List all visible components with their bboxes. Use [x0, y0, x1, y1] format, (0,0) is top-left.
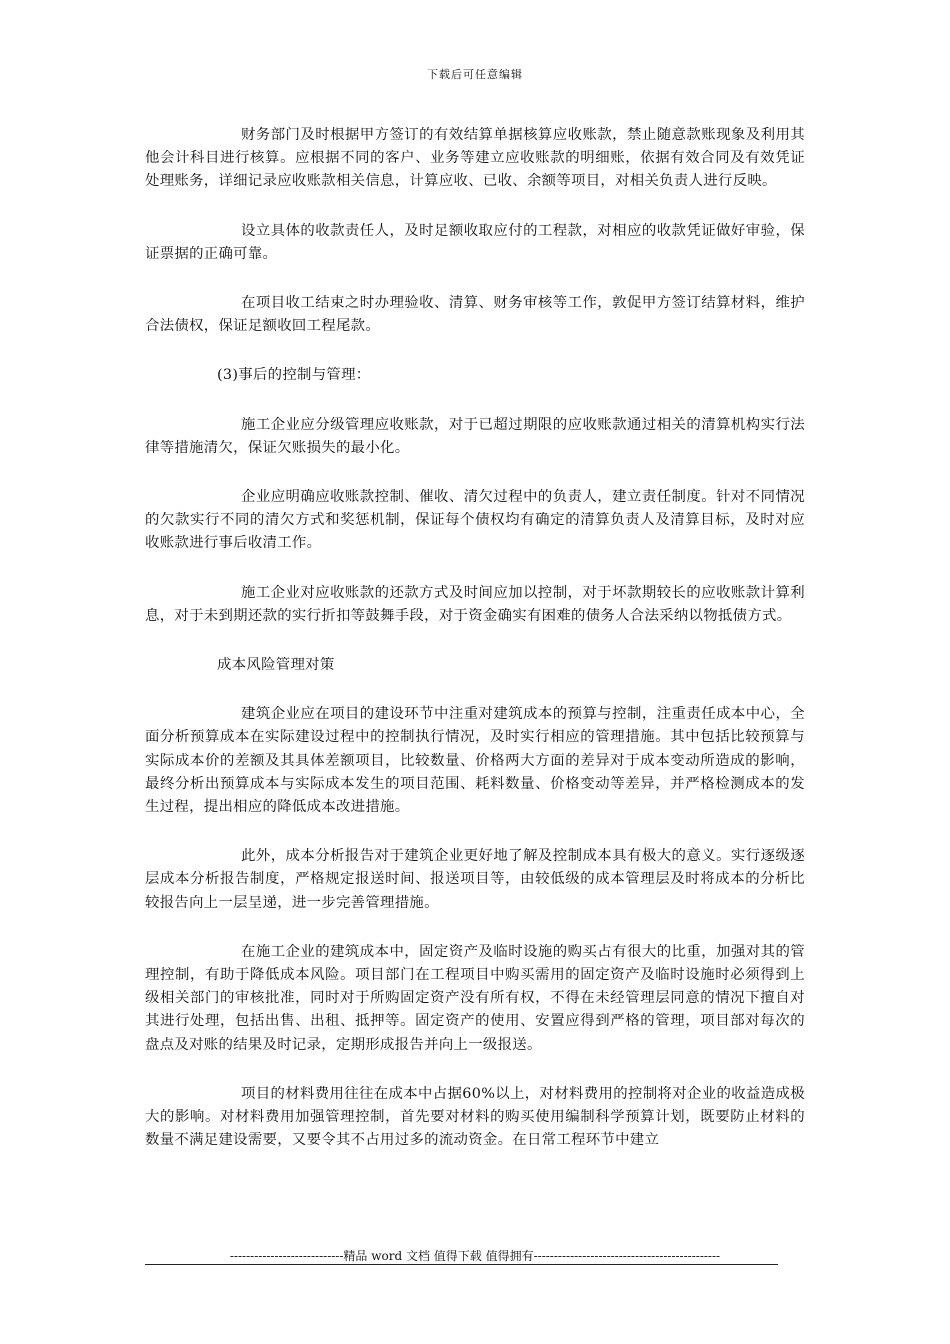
paragraph: 此外，成本分析报告对于建筑企业更好地了解及控制成本具有极大的意义。实行逐级逐层成本分析报告制度，严格规定报送时间、报送项目等，由较低级的成本管理层及时将成本的分析比较报告向上一层呈递，进一步完善管理措施。	[145, 848, 805, 911]
section-heading: (3)事后的控制与管理：	[217, 367, 371, 384]
paragraph: 企业应明确应收账款控制、催收、清欠过程中的负责人，建立责任制度。针对不同情况的欠款实行不同的清欠方式和奖惩机制，保证每个债权均有确定的清算负责人及清算目标，及时对应收账款进行事后收清工作。	[145, 489, 805, 552]
paragraph: 财务部门及时根据甲方签订的有效结算单据核算应收账款，禁止随意款账现象及利用其他会计科目进行核算。应根据不同的客户、业务等建立应收账款的明细账，依据有效合同及有效凭证处理账务，详细记录应收账款相关信息，计算应收、已收、余额等项目，对相关负责人进行反映。	[145, 127, 805, 190]
paragraph: 项目的材料费用往往在成本中占据60%以上，对材料费用的控制将对企业的收益造成极大的影响。对材料费用加强管理控制，首先要对材料的购买使用编制科学预算计划，既要防止材料的数量不满足建设需要，又要令其不占用过多的流动资金。在日常工程环节中建立	[145, 1085, 805, 1149]
section-heading: 成本风险管理对策	[217, 657, 335, 674]
document-body	[145, 124, 805, 1153]
paragraph: 建筑企业应在项目的建设环节中注重对建筑成本的预算与控制，注重责任成本中心，全面分析预算成本在实际建设过程中的控制执行情况，及时实行相应的管理措施。其中包括比较预算与实际成本价的差额及其具体差额项目，比较数量、价格两大方面的差异对于成本变动所造成的影响，最终分析出预算成本与实际成本发生的项目范围、耗料数量、价格变动等差异，并严格检测成本的发生过程，提出相应的降低成本改进措施。	[145, 706, 805, 816]
footer-divider	[145, 1264, 778, 1265]
paragraph: 设立具体的收款责任人，及时足额收取应付的工程款，对相应的收款凭证做好审验，保证票据的正确可靠。	[145, 222, 805, 262]
page-footer: ----------------------------精品 word 文档 值得下载 值得拥有----------------------------------------------	[229, 1249, 721, 1263]
page-header: 下载后可任意编辑	[427, 68, 523, 81]
paragraph: 施工企业对应收账款的还款方式及时间应加以控制，对于坏款期较长的应收账款计算利息，对于未到期还款的实行折扣等鼓舞手段，对于资金确实有困难的债务人合法采纳以物抵债方式。	[145, 584, 805, 624]
paragraph: 在项目收工结束之时办理验收、清算、财务审核等工作，敦促甲方签订结算材料，维护合法债权，保证足额收回工程尾款。	[145, 295, 805, 335]
paragraph: 施工企业应分级管理应收账款，对于已超过期限的应收账款通过相关的清算机构实行法律等措施清欠，保证欠账损失的最小化。	[145, 416, 805, 456]
paragraph: 在施工企业的建筑成本中，固定资产及临时设施的购买占有很大的比重，加强对其的管理控制，有助于降低成本风险。项目部门在工程项目中购买需用的固定资产及临时设施时必须得到上级相关部门的审核批准，同时对于所购固定资产没有所有权，不得在未经管理层同意的情况下擅自对其进行处理，包括出售、出租、抵押等。固定资产的使用、安置应得到严格的管理，项目部对每次的盘点及对账的结果及时记录，定期形成报告并向上一级报送。	[145, 943, 805, 1053]
